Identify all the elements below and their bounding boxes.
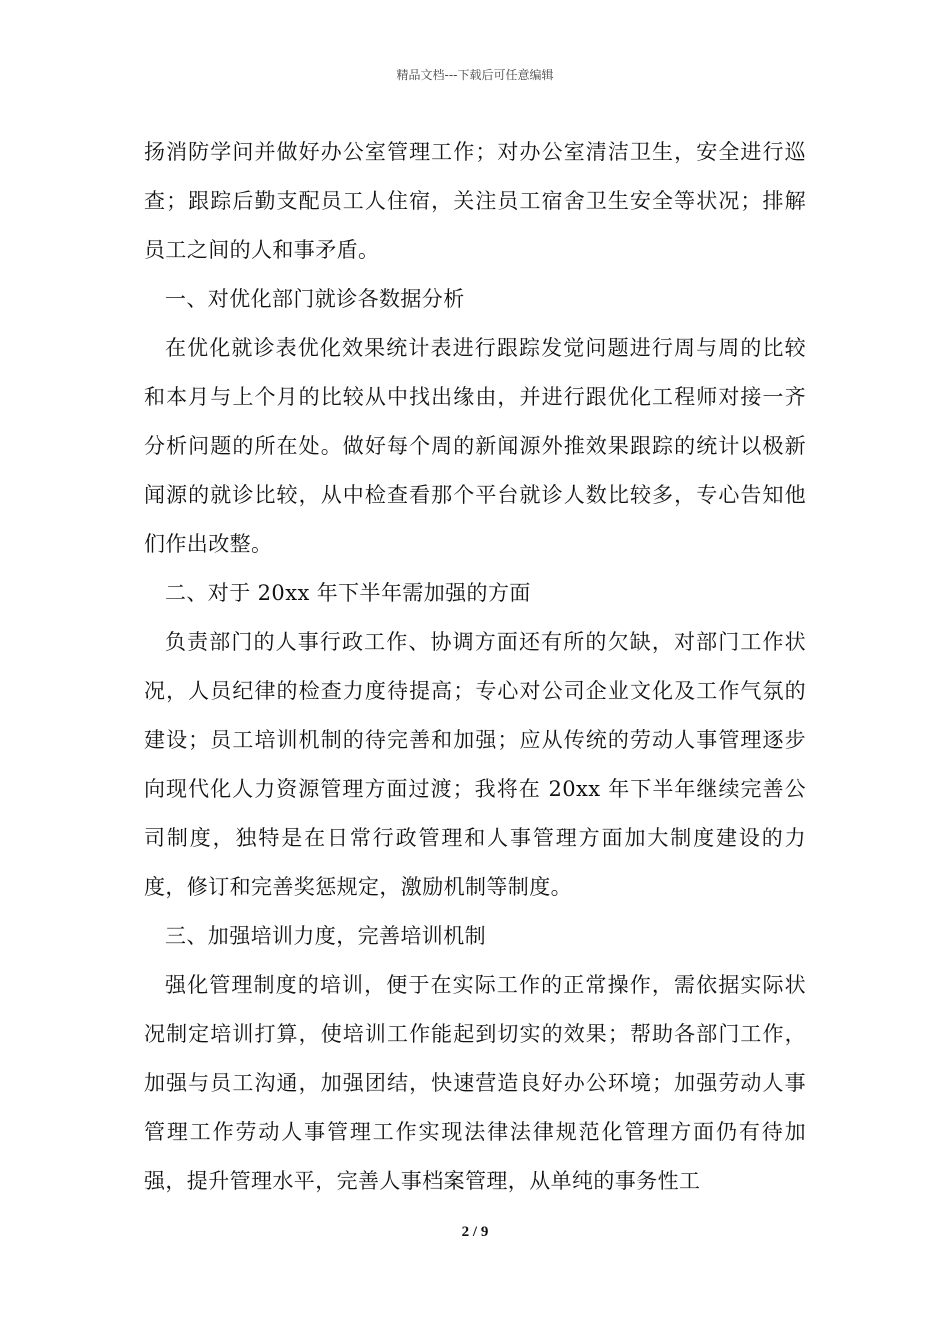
body-paragraph: 负责部门的人事行政工作、协调方面还有所的欠缺，对部门工作状况，人员纪律的检查力度待提高；专心对公司企业文化及工作气氛的建设；员工培训机制的待完善和加强；应从传统的劳动人事管理逐步向现代化人力资源管理方面过渡；我将在 20xx 年下半年继续完善公司制度，独特是在日常行政管理和人事管理方面加大制度建设的力度，修订和完善奖惩规定，激励机制等制度。	[144, 630, 806, 899]
page-header: 精品文档---下载后可任意编辑	[396, 68, 554, 82]
section-heading: 一、对优化部门就诊各数据分析	[165, 287, 465, 311]
page-number: 2 / 9	[461, 1224, 489, 1240]
body-paragraph: 在优化就诊表优化效果统计表进行跟踪发觉问题进行周与周的比较和本月与上个月的比较从中找出缘由，并进行跟优化工程师对接一齐分析问题的所在处。做好每个周的新闻源外推效果跟踪的统计以极新闻源的就诊比较，从中检查看那个平台就诊人数比较多，专心告知他们作出改整。	[144, 336, 806, 556]
section-heading: 二、对于 20xx 年下半年需加强的方面	[165, 581, 531, 605]
section-heading: 三、加强培训力度，完善培训机制	[165, 924, 486, 948]
body-paragraph: 强化管理制度的培训，便于在实际工作的正常操作，需依据实际状况制定培训打算，使培训工作能起到切实的效果；帮助各部门工作，加强与员工沟通，加强团结，快速营造良好办公环境；加强劳动人事管理工作劳动人事管理工作实现法律法律规范化管理方面仍有待加强，提升管理水平，完善人事档案管理，从单纯的事务性工	[144, 973, 806, 1193]
body-paragraph: 扬消防学问并做好办公室管理工作；对办公室清洁卫生，安全进行巡查；跟踪后勤支配员工人住宿，关注员工宿舍卫生安全等状况；排解员工之间的人和事矛盾。	[144, 140, 806, 262]
document-body	[144, 128, 806, 1206]
